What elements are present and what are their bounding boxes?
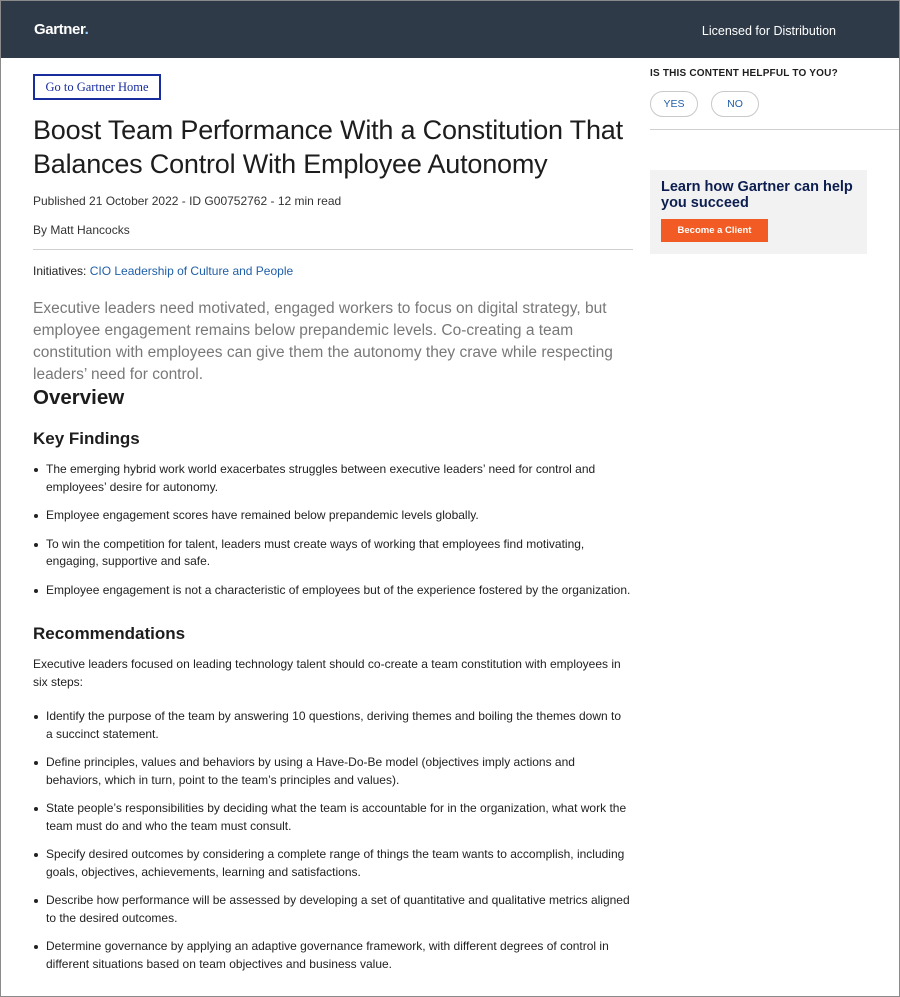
helpful-no-button[interactable]: NO [711,91,759,117]
initiatives-link[interactable]: CIO Leadership of Culture and People [89,264,294,278]
logo-dot: . [84,21,89,38]
initiatives-label: Initiatives: [33,264,90,278]
license-label: Licensed for Distribution [701,24,836,38]
recommendations-heading: Recommendations [33,624,186,643]
list-item: Determine governance by applying an adaptive governance framework, with different degrees of control in different situations based on team objectives and business value. [33,938,631,973]
initiatives [33,264,293,278]
sidebar-divider [650,129,900,130]
become-a-client-button[interactable]: Become a Client [661,219,768,242]
article-title: Boost Team Performance With a Constitution That Balances Control With Employee Autonomy [33,115,623,179]
list-item: Employee engagement is not a characteristic of employees but of the experience fostered by the organization. [33,582,631,600]
list-item: To win the competition for talent, leaders must create ways of working that employees find motivating, engaging, supportive and safe. [33,536,631,571]
list-item: Define principles, values and behaviors by using a Have-Do-Be model (objectives imply actions and behaviors, which in turn, point to the team’s principles and values). [33,754,631,789]
recommendations-list [33,708,631,984]
top-bar [1,1,899,58]
gartner-logo[interactable] [34,21,88,38]
key-findings-heading: Key Findings [33,429,140,448]
list-item: Specify desired outcomes by considering a complete range of things the team wants to accomplish, including goals, objectives, achievements, learning and satisfactions. [33,846,631,881]
helpful-yes-button[interactable]: YES [650,91,698,117]
list-item: The emerging hybrid work world exacerbates struggles between executive leaders’ need for control and employees’ desire for autonomy. [33,461,631,496]
promo-title: Learn how Gartner can help you succeed [661,179,853,211]
helpful-question: IS THIS CONTENT HELPFUL TO YOU? [650,68,838,79]
list-item: Identify the purpose of the team by answering 10 questions, deriving themes and boiling the themes down to a succinct statement. [33,708,631,743]
list-item: Employee engagement scores have remained below prepandemic levels globally. [33,507,631,525]
author-byline: By Matt Hancocks [33,223,130,237]
promo-box [650,170,867,254]
logo-text: Gartner [34,21,85,38]
overview-heading: Overview [33,386,125,409]
list-item: Describe how performance will be assessed by developing a set of quantitative and qualitative metrics aligned to the desired outcomes. [33,892,631,927]
key-findings-list [33,461,631,610]
recommendations-intro: Executive leaders focused on leading technology talent should co-create a team constitution with employees in six steps: [33,657,621,689]
article-summary: Executive leaders need motivated, engaged workers to focus on digital strategy, but employee engagement remains below prepandemic levels. Co-creating a team constitution with employees can give them the autonomy they crave while respecting leaders’ need for control. [33,300,613,383]
publication-meta: Published 21 October 2022 - ID G00752762 - 12 min read [33,194,342,208]
divider [33,249,633,250]
list-item: State people’s responsibilities by deciding what the team is accountable for in the organization, what work the team must do and who the team must consult. [33,800,631,835]
go-to-gartner-home-button[interactable]: Go to Gartner Home [33,74,161,100]
